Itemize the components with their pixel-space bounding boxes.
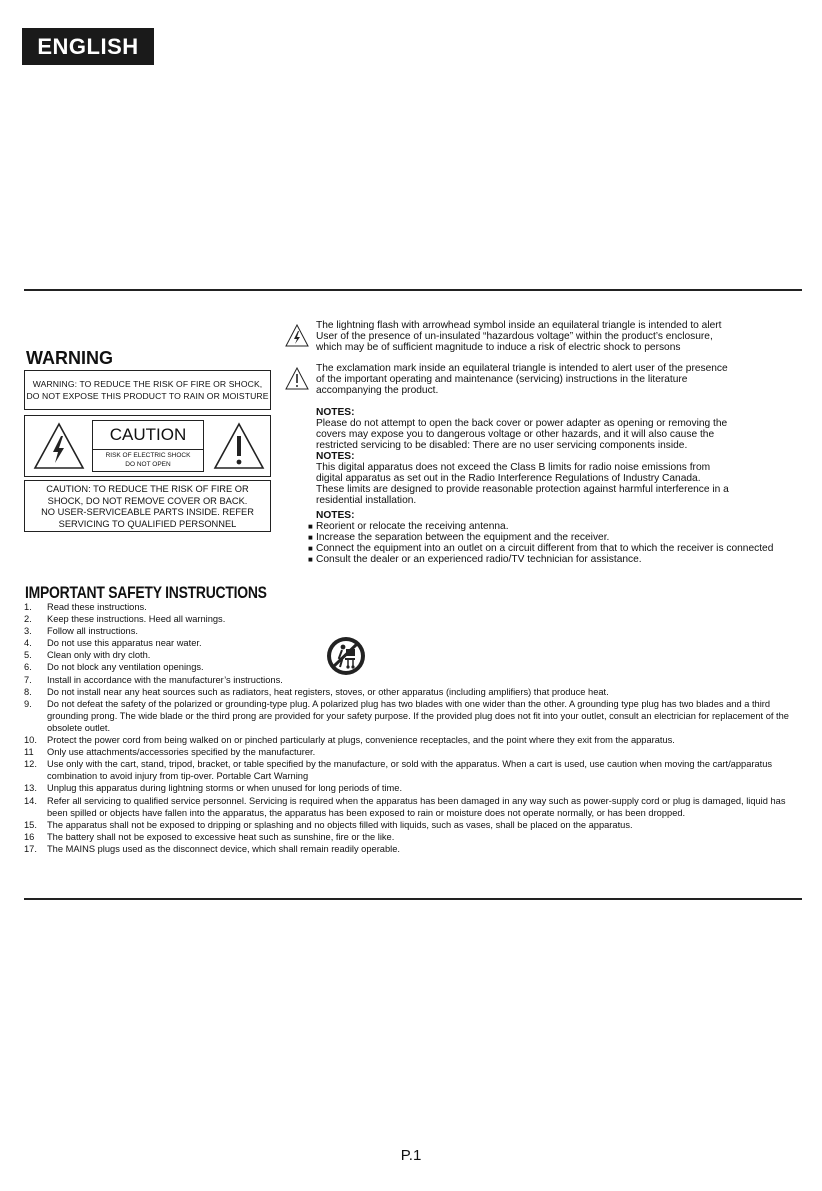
- item-number: 6.: [24, 662, 32, 673]
- safety-instructions-list: [24, 601, 804, 855]
- lightning-triangle-icon: [285, 324, 309, 348]
- list-item: [24, 601, 804, 613]
- list-item: [24, 637, 804, 649]
- list-item: [24, 843, 804, 855]
- text-line: restricted servicing to be disabled: There are no user servicing components inside.: [316, 440, 688, 451]
- item-text: Protect the power cord from being walked on or pinched particularly at plugs, convenience receptacles, and the point where they exit from the apparatus.: [47, 735, 675, 746]
- exclamation-triangle-icon: [285, 367, 309, 391]
- list-item: [308, 521, 788, 532]
- text-line: The exclamation mark inside an equilateral triangle is intended to alert user of the presence: [316, 363, 728, 374]
- notes-title: NOTES:: [316, 510, 355, 521]
- notes-title: NOTES:: [316, 407, 355, 418]
- text-line: The lightning flash with arrowhead symbol inside an equilateral triangle is intended to alert: [316, 320, 722, 331]
- interference-bullets: [308, 521, 788, 565]
- list-item: [24, 758, 804, 782]
- lightning-symbol-explanation: [285, 320, 785, 356]
- list-item: [24, 698, 804, 734]
- item-number: 8.: [24, 686, 32, 697]
- top-divider: [24, 289, 802, 291]
- lightning-symbol-text: [316, 320, 786, 353]
- notes-title: NOTES:: [316, 451, 355, 462]
- exclamation-warning-icon: [213, 422, 265, 470]
- caution-refer-line: SERVICING TO QUALIFIED PERSONNEL: [58, 518, 237, 529]
- list-item: [24, 782, 804, 794]
- item-number: 17.: [24, 843, 37, 854]
- text-line: digital apparatus as set out in the Radio Interference Regulations of Industry Canada.: [316, 473, 701, 484]
- bullet-icon: ■: [308, 522, 313, 531]
- item-number: 11: [24, 747, 34, 758]
- item-text: Do not install near any heat sources such as radiators, heat registers, stoves, or other apparatus (including amplifiers) that produce heat.: [47, 686, 609, 697]
- warning-box-line: DO NOT EXPOSE THIS PRODUCT TO RAIN OR MOISTURE: [26, 391, 269, 401]
- notes-back-cover: [316, 407, 786, 451]
- item-number: 3.: [24, 626, 32, 637]
- item-text: The apparatus shall not be exposed to dripping or splashing and no objects filled with liquids, such as vases, shall be placed on the apparatus.: [47, 819, 633, 830]
- list-item: [24, 819, 804, 831]
- list-item: [308, 554, 788, 565]
- list-item: [308, 543, 788, 554]
- bottom-divider: [24, 898, 802, 900]
- warning-box-rain: [24, 370, 271, 410]
- caution-refer-line: SHOCK, DO NOT REMOVE COVER OR BACK.: [47, 495, 248, 506]
- list-item: [24, 686, 804, 698]
- item-text: Use only with the cart, stand, tripod, bracket, or table specified by the manufacture, or sold with the apparatus. When a cart is used, use caution when moving the cart/apparatus combination to avoid injury from tip-over. Portable Cart Warning: [47, 759, 773, 782]
- item-text: Do not block any ventilation openings.: [47, 662, 204, 673]
- item-text: The battery shall not be exposed to excessive heat such as sunshine, fire or the like.: [47, 831, 395, 842]
- text-line: covers may expose you to dangerous voltage or other hazards, and it will also cause the: [316, 429, 715, 440]
- list-item: [24, 625, 804, 637]
- item-number: 12.: [24, 759, 37, 770]
- page-number: P.1: [400, 1147, 422, 1164]
- item-text: Only use attachments/accessories specified by the manufacturer.: [47, 747, 316, 758]
- item-number: 9.: [24, 698, 32, 709]
- list-item: [24, 831, 804, 843]
- text-line: Please do not attempt to open the back cover or power adapter as opening or removing the: [316, 418, 728, 429]
- notes-interference-title-block: [316, 510, 786, 521]
- language-tab: ENGLISH: [22, 28, 154, 65]
- bullet-text: Reorient or relocate the receiving antenna.: [316, 521, 509, 532]
- item-text: Install in accordance with the manufacturer’s instructions.: [47, 674, 283, 685]
- item-text: Keep these instructions. Heed all warnings.: [47, 614, 226, 625]
- safety-instructions-heading: IMPORTANT SAFETY INSTRUCTIONS: [25, 583, 267, 602]
- list-item: [24, 746, 804, 758]
- caution-box: [24, 415, 271, 477]
- item-number: 7.: [24, 674, 32, 685]
- item-number: 5.: [24, 650, 32, 661]
- caution-title: CAUTION: [93, 423, 203, 450]
- caution-refer-box: [24, 480, 271, 532]
- list-item: [24, 649, 804, 661]
- text-line: which may be of sufficient magnitude to induce a risk of electric shock to persons: [316, 342, 681, 353]
- text-line: accompanying the product.: [316, 385, 439, 396]
- caution-refer-line: NO USER-SERVICEABLE PARTS INSIDE. REFER: [41, 507, 254, 517]
- text-line: residential installation.: [316, 495, 417, 506]
- list-item: [24, 734, 804, 746]
- item-text: Read these instructions.: [47, 602, 147, 612]
- item-text: Follow all instructions.: [47, 626, 138, 637]
- caution-subtitle-line: DO NOT OPEN: [125, 461, 171, 468]
- warning-box-line: WARNING: TO REDUCE THE RISK OF FIRE OR SHOCK,: [32, 379, 263, 389]
- exclamation-symbol-explanation: [285, 363, 785, 399]
- item-number: 2.: [24, 614, 32, 625]
- item-number: 16: [24, 831, 35, 842]
- notes-class-b: [316, 451, 786, 506]
- item-number: 4.: [24, 638, 32, 649]
- list-item: [24, 674, 804, 686]
- list-item: [24, 795, 804, 819]
- text-line: These limits are designed to provide reasonable protection against harmful interference in a: [316, 484, 729, 495]
- exclamation-symbol-text: [316, 363, 786, 396]
- item-number: 13.: [24, 783, 37, 794]
- bullet-icon: ■: [308, 555, 313, 564]
- portable-cart-warning-icon: [326, 636, 366, 676]
- list-item: [24, 661, 804, 673]
- item-text: The MAINS plugs used as the disconnect device, which shall remain readily operable.: [47, 843, 400, 854]
- caution-subtitle-line: RISK OF ELECTRIC SHOCK: [105, 452, 191, 459]
- text-line: of the important operating and maintenance (servicing) instructions in the literature: [316, 374, 688, 385]
- item-text: Do not defeat the safety of the polarized or grounding-type plug. A polarized plug has two blades with one wider than the other. A grounding type plug has two blades and a third grounding prong. The wide blade or the third prong are provided for your safety purpose. If the provided plug does not fit into your outlet, consult an electrician for replacement of the obsolete outlet.: [47, 698, 789, 733]
- caution-label-panel: [92, 420, 204, 472]
- item-text: Do not use this apparatus near water.: [47, 638, 202, 649]
- list-item: [308, 532, 788, 543]
- caution-subtitle: [93, 451, 203, 469]
- bullet-text: Consult the dealer or an experienced radio/TV technician for assistance.: [316, 554, 642, 565]
- item-text: Unplug this apparatus during lightning storms or when unused for long periods of time.: [47, 783, 403, 794]
- bullet-text: Increase the separation between the equipment and the receiver.: [316, 532, 610, 543]
- item-number: 14.: [24, 795, 37, 806]
- bullet-icon: ■: [308, 544, 313, 553]
- caution-refer-line: CAUTION: TO REDUCE THE RISK OF FIRE OR: [46, 484, 249, 494]
- lightning-warning-icon: [33, 422, 85, 470]
- text-line: This digital apparatus does not exceed the Class B limits for radio noise emissions from: [316, 462, 711, 473]
- item-text: Refer all servicing to qualified service personnel. Servicing is required when the apparatus has been damaged in any way such as power-supply cord or plug is damaged, liquid has been spilled or objects have fallen into the apparatus, the apparatus has been exposed to rain or moisture does not operate normally, or has been dropped.: [47, 795, 786, 818]
- bullet-icon: ■: [308, 533, 313, 542]
- bullet-text: Connect the equipment into an outlet on a circuit different from that to which the receiver is connected: [316, 543, 774, 554]
- item-number: 10.: [24, 735, 37, 746]
- item-text: Clean only with dry cloth.: [47, 650, 151, 661]
- item-number: 1.: [24, 602, 32, 612]
- warning-heading: WARNING: [26, 348, 113, 368]
- text-line: User of the presence of un-insulated “hazardous voltage” within the product’s enclosure,: [316, 331, 713, 342]
- item-number: 15.: [24, 819, 37, 830]
- list-item: [24, 613, 804, 625]
